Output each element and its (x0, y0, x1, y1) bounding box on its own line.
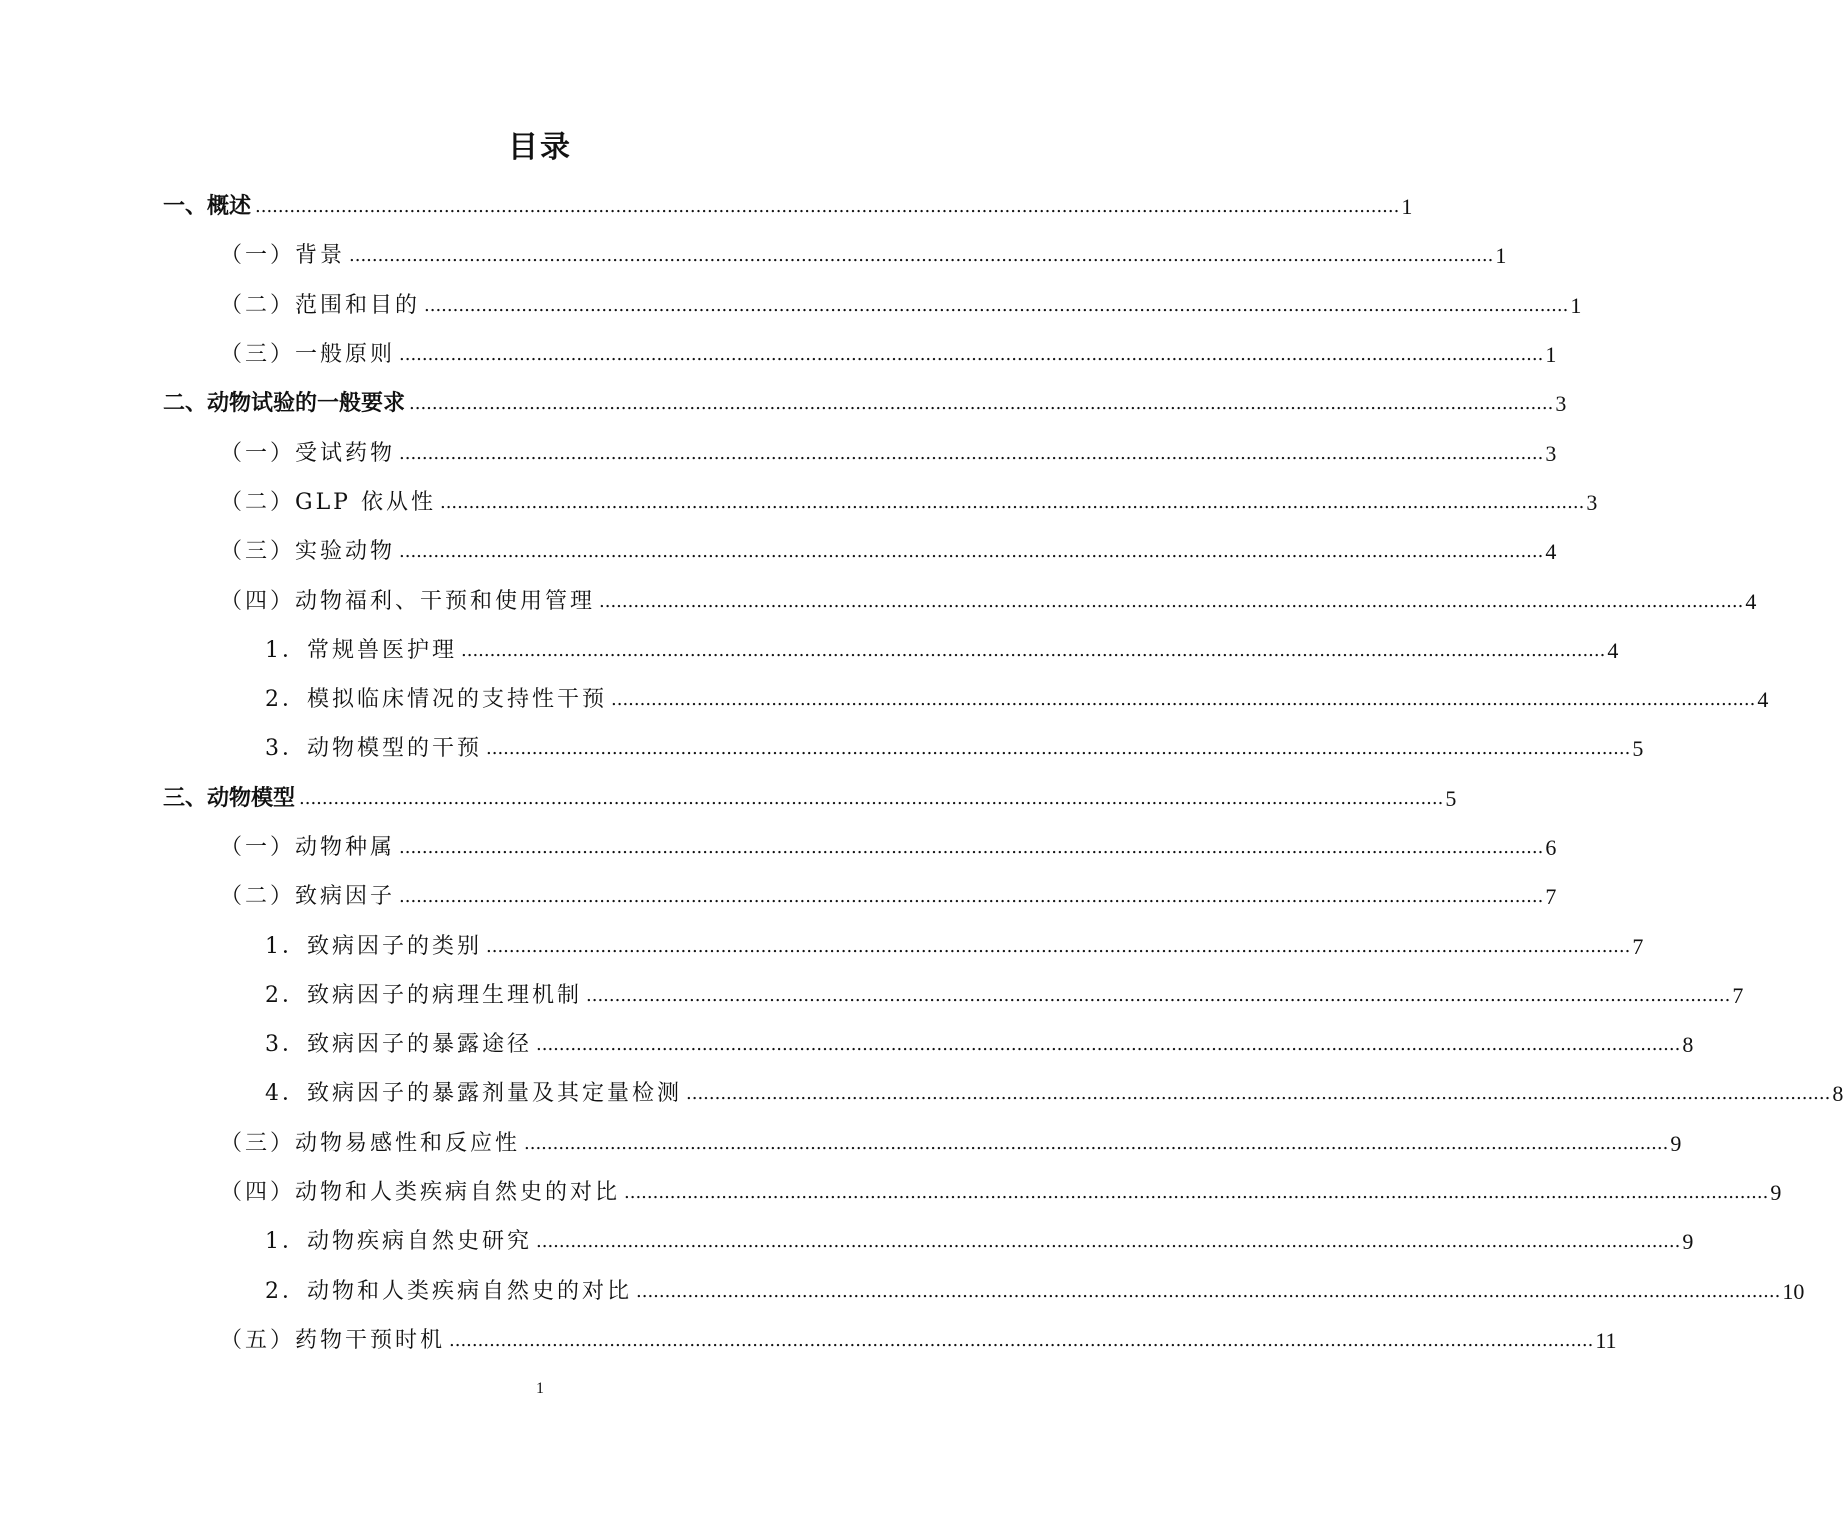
toc-entry[interactable] (0, 675, 1769, 724)
toc-entry-label: 1．常规兽医护理 (265, 637, 457, 663)
toc-dot-leader: ........................................................................................................................................................................................................ (486, 738, 1631, 760)
toc-entry-label: （三）动物易感性和反应性 (220, 1130, 521, 1156)
toc-entry-label: 4．致病因子的暴露剂量及其定量检测 (265, 1081, 682, 1107)
toc-entry[interactable] (0, 1119, 1682, 1168)
toc-entry-page: 7 (1545, 884, 1557, 910)
toc-entry[interactable] (0, 1217, 1694, 1266)
toc-dot-leader: ........................................................................................................................................................................................................ (636, 1280, 1781, 1302)
toc-entry-label: 二、动物试验的一般要求 (163, 390, 406, 417)
toc-entry[interactable] (0, 1069, 1843, 1118)
toc-entry[interactable] (0, 1267, 1805, 1316)
toc-dot-leader: ........................................................................................................................................................................................................ (409, 393, 1554, 415)
toc-entry-page: 11 (1595, 1327, 1617, 1353)
toc-entry-page: 3 (1555, 391, 1567, 417)
toc-entry-page: 1 (1570, 292, 1582, 318)
toc-entry-label: 2．致病因子的病理生理机制 (265, 982, 582, 1008)
toc-entry-page: 5 (1445, 785, 1457, 811)
toc-dot-leader: ........................................................................................................................................................................................................ (611, 689, 1756, 711)
toc-entry-label: 三、动物模型 (163, 784, 296, 811)
toc-entry-page: 1 (1545, 342, 1557, 368)
toc-dot-leader: ........................................................................................................................................................................................................ (524, 1132, 1669, 1154)
toc-dot-leader: ........................................................................................................................................................................................................ (486, 935, 1631, 957)
toc-entry-label: （二）致病因子 (220, 884, 396, 910)
toc-dot-leader: ........................................................................................................................................................................................................ (449, 1329, 1594, 1351)
page-number: 1 (536, 1380, 544, 1397)
toc-entry[interactable] (0, 231, 1507, 280)
toc-entry[interactable] (0, 724, 1644, 773)
toc-dot-leader: ........................................................................................................................................................................................................ (255, 196, 1400, 218)
toc-dot-leader: ........................................................................................................................................................................................................ (399, 837, 1544, 858)
toc-entry-page: 7 (1632, 933, 1644, 959)
toc-entry-page: 9 (1770, 1180, 1782, 1206)
toc-entry-page: 4 (1545, 539, 1557, 565)
table-of-contents (0, 182, 1843, 1365)
toc-entry[interactable] (0, 921, 1644, 970)
toc-entry[interactable] (0, 428, 1557, 477)
toc-entry-page: 6 (1545, 835, 1557, 860)
toc-entry[interactable] (0, 379, 1567, 428)
toc-entry-page: 7 (1732, 982, 1744, 1008)
toc-entry-page: 4 (1745, 588, 1757, 614)
toc-dot-leader: ........................................................................................................................................................................................................ (624, 1182, 1769, 1204)
toc-entry-label: （三）一般原则 (220, 342, 396, 368)
toc-entry-label: （四）动物和人类疾病自然史的对比 (220, 1180, 621, 1206)
toc-entry-label: （一）受试药物 (220, 440, 396, 466)
toc-entry[interactable] (0, 1168, 1782, 1217)
toc-entry-label: 1．动物疾病自然史研究 (265, 1229, 532, 1255)
toc-entry-label: 一、概述 (163, 193, 252, 220)
toc-dot-leader: ........................................................................................................................................................................................................ (599, 590, 1744, 612)
toc-entry[interactable] (0, 774, 1457, 823)
toc-entry-label: （二）GLP 依从性 (220, 489, 436, 515)
toc-entry-page: 10 (1782, 1278, 1805, 1304)
toc-entry-label: 3．致病因子的暴露途径 (265, 1032, 532, 1058)
toc-entry-page: 5 (1632, 736, 1644, 762)
toc-entry-page: 4 (1607, 637, 1619, 663)
toc-entry-page: 9 (1682, 1229, 1694, 1255)
toc-entry-label: （二）范围和目的 (220, 292, 421, 318)
toc-entry-page: 8 (1832, 1081, 1843, 1107)
toc-entry-page: 3 (1586, 489, 1598, 515)
toc-dot-leader: ........................................................................................................................................................................................................ (536, 1034, 1681, 1056)
toc-entry-page: 1 (1401, 194, 1413, 220)
toc-entry[interactable] (0, 182, 1413, 231)
toc-entry-label: 2．动物和人类疾病自然史的对比 (265, 1278, 632, 1304)
toc-entry-page: 1 (1495, 243, 1507, 269)
toc-entry-label: 1．致病因子的类别 (265, 933, 482, 959)
toc-entry-label: 2．模拟临床情况的支持性干预 (265, 687, 607, 713)
toc-entry[interactable] (0, 872, 1557, 921)
toc-entry-label: 3．动物模型的干预 (265, 736, 482, 762)
toc-dot-leader: ........................................................................................................................................................................................................ (461, 639, 1606, 661)
toc-dot-leader: ........................................................................................................................................................................................................ (399, 541, 1544, 563)
toc-dot-leader: ........................................................................................................................................................................................................ (586, 984, 1731, 1006)
toc-entry-label: （五）药物干预时机 (220, 1327, 446, 1353)
toc-entry[interactable] (0, 1020, 1694, 1069)
toc-entry-label: （四）动物福利、干预和使用管理 (220, 588, 596, 614)
toc-dot-leader: ........................................................................................................................................................................................................ (536, 1231, 1681, 1253)
toc-dot-leader: ........................................................................................................................................................................................................ (686, 1083, 1831, 1105)
toc-entry[interactable] (0, 478, 1598, 527)
toc-entry[interactable] (0, 823, 1557, 872)
toc-entry[interactable] (0, 527, 1557, 576)
toc-entry[interactable] (0, 626, 1619, 675)
toc-dot-leader: ........................................................................................................................................................................................................ (399, 344, 1544, 366)
toc-entry[interactable] (0, 330, 1557, 379)
toc-dot-leader: ........................................................................................................................................................................................................ (424, 294, 1569, 316)
toc-entry-page: 8 (1682, 1032, 1694, 1058)
toc-entry-page: 4 (1757, 687, 1769, 713)
toc-entry-label: （一）背景 (220, 243, 346, 269)
toc-entry-page: 9 (1670, 1130, 1682, 1156)
page-title: 目录 (508, 130, 572, 165)
toc-dot-leader: ........................................................................................................................................................................................................ (399, 886, 1544, 908)
toc-entry[interactable] (0, 576, 1757, 625)
toc-entry[interactable] (0, 281, 1582, 330)
toc-entry[interactable] (0, 971, 1744, 1020)
toc-dot-leader: ........................................................................................................................................................................................................ (349, 245, 1494, 267)
toc-entry-page: 3 (1545, 440, 1557, 466)
toc-entry[interactable] (0, 1316, 1617, 1365)
toc-dot-leader: ........................................................................................................................................................................................................ (399, 442, 1544, 464)
toc-dot-leader: ........................................................................................................................................................................................................ (439, 491, 1585, 513)
toc-entry-label: （一）动物种属 (220, 835, 396, 860)
toc-entry-label: （三）实验动物 (220, 539, 396, 565)
toc-dot-leader: ........................................................................................................................................................................................................ (299, 787, 1444, 809)
